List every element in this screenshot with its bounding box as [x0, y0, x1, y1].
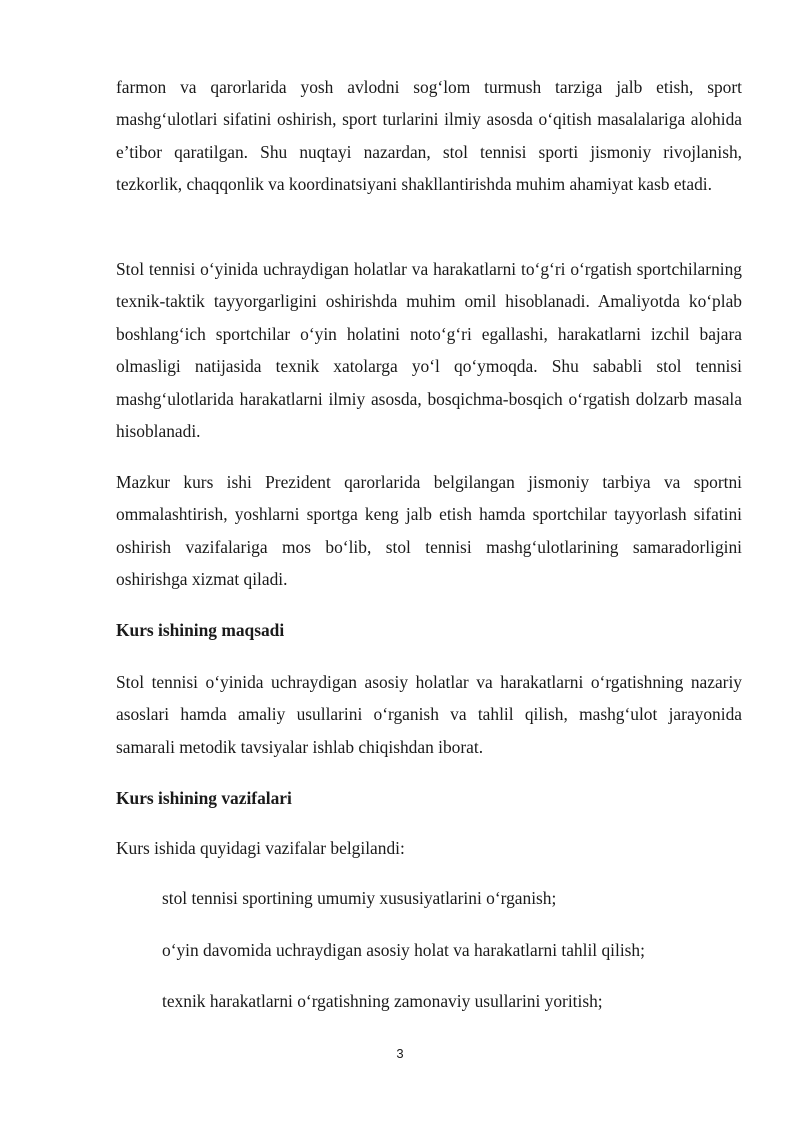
goal-paragraph: Stol tennisi o‘yinida uchraydigan asosiy holatlar va harakatlarni o‘rgatishning nazariy asoslari hamda amaliy usullarini o‘rganish va tahlil qilish, mashg‘ulot jarayonida samarali metodik tavsiyalar ishlab chiqishdan iborat. [116, 672, 742, 757]
intro-paragraph-3: Mazkur kurs ishi Prezident qarorlarida belgilangan jismoniy tarbiya va sportni ommalashtirish, yoshlarni sportga keng jalb etish hamda sportchilar tayyorlash sifatini oshirish vazifalariga mos bo‘lib, stol tennisi mashg‘ulotlarining samaradorligini oshirishga xizmat qiladi. [116, 472, 742, 590]
page-number: 3 [396, 1046, 404, 1061]
task-item: o‘yin davomida uchraydigan asosiy holat va harakatlarni tahlil qilish; [162, 940, 645, 960]
intro-paragraph-2: Stol tennisi o‘yinida uchraydigan holatlar va harakatlarni to‘g‘ri o‘rgatish sportchilarning texnik-taktik tayyorgarligini oshirishda muhim omil hisoblanadi. Amaliyotda ko‘plab boshlang‘ich sportchilar o‘yin holatini noto‘g‘ri egallashi, harakatlarni izchil bajara olmasligi natijasida texnik xatolarga yo‘l qo‘ymoqda. Shu sababli stol tennisi mashg‘ulotlarida harakatlarni ilmiy asosda, bosqichma-bosqich o‘rgatish dolzarb masala hisoblanadi. [116, 259, 742, 442]
intro-paragraph-1: farmon va qarorlarida yosh avlodni sog‘lom turmush tarziga jalb etish, sport mashg‘ulotlari sifatini oshirish, sport turlarini ilmiy asosda o‘qitish masalalariga alohida e’tibor qaratilgan. Shu nuqtayi nazardan, stol tennisi sporti jismoniy rivojlanish, tezkorlik, chaqqonlik va koordinatsiyani shakllantirishda muhim ahamiyat kasb etadi. [116, 77, 742, 195]
task-item: stol tennisi sportining umumiy xususiyatlarini o‘rganish; [162, 888, 557, 908]
task-item: texnik harakatlarni o‘rgatishning zamonaviy usullarini yoritish; [162, 991, 603, 1011]
tasks-heading: Kurs ishining vazifalari [116, 788, 292, 808]
goal-heading: Kurs ishining maqsadi [116, 620, 285, 640]
tasks-intro: Kurs ishida quyidagi vazifalar belgilandi: [116, 838, 405, 858]
